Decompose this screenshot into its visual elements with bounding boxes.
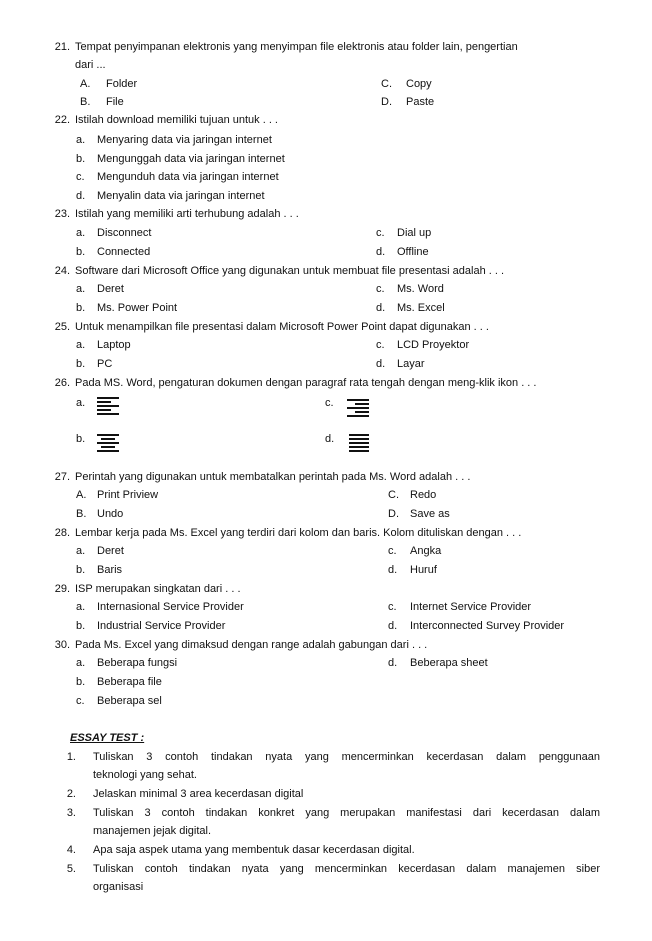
essay-number: 1. (66, 751, 76, 763)
option-text: Disconnect (97, 227, 152, 239)
question-text: Software dari Microsoft Office yang digunakan untuk membuat file presentasi adalah . . . (75, 265, 505, 277)
option-text: Dial up (397, 227, 432, 239)
option-letter: b. (76, 564, 86, 576)
essay-number: 4. (66, 844, 76, 856)
option-text: Folder (106, 78, 138, 90)
option-text: Offline (397, 246, 429, 258)
option-letter: b. (76, 246, 86, 258)
option-text: Angka (410, 545, 442, 557)
option-letter: d. (388, 564, 398, 576)
essay-question-continued: manajemen jejak digital. (93, 825, 212, 837)
question-number: 30. (54, 639, 70, 651)
question-number: 25. (54, 321, 70, 333)
option-text: Redo (410, 489, 437, 501)
question-text: ISP merupakan singkatan dari . . . (75, 583, 241, 595)
essay-question-continued: teknologi yang sehat. (93, 769, 197, 781)
question-text: Lembar kerja pada Ms. Excel yang terdiri dari kolom dan baris. Kolom dituliskan dengan . . . (75, 527, 522, 539)
option-text: Ms. Power Point (97, 302, 178, 314)
option-letter: c. (388, 601, 397, 613)
option-letter: b. (76, 620, 86, 632)
option-text: Beberapa file (97, 676, 162, 688)
option-text: Internasional Service Provider (97, 601, 244, 613)
essay-question: Jelaskan minimal 3 area kecerdasan digital (93, 788, 304, 800)
option-letter: A. (76, 489, 87, 501)
question-number: 24. (54, 265, 70, 277)
option-text: Mengunggah data via jaringan internet (97, 153, 285, 165)
option-text: LCD Proyektor (397, 339, 470, 351)
question-text: Pada MS. Word, pengaturan dokumen dengan paragraf rata tengah dengan meng-klik ikon . . . (75, 377, 537, 389)
option-letter: c. (325, 397, 334, 409)
essay-question: Tuliskan 3 contoh tindakan nyata yang mencerminkan kecerdasan dalam penggunaan (93, 751, 600, 763)
question-text: Pada Ms. Excel yang dimaksud dengan range adalah gabungan dari . . . (75, 639, 428, 651)
option-text: Menyalin data via jaringan internet (97, 190, 265, 202)
option-text: Huruf (410, 564, 437, 576)
option-text: File (106, 96, 124, 108)
align-right-icon (347, 399, 371, 417)
essay-question: Apa saja aspek utama yang membentuk dasar kecerdasan digital. (93, 844, 415, 856)
option-letter: B. (80, 96, 91, 108)
question-text: Perintah yang digunakan untuk membatalkan perintah pada Ms. Word adalah . . . (75, 471, 471, 483)
align-justify-icon (349, 434, 371, 452)
option-text: Paste (406, 96, 435, 108)
option-letter: d. (376, 302, 386, 314)
option-letter: C. (388, 489, 399, 501)
option-letter: a. (76, 283, 86, 295)
option-text: Beberapa fungsi (97, 657, 178, 669)
option-letter: b. (76, 153, 86, 165)
option-letter: b. (76, 358, 86, 370)
question-number: 29. (54, 583, 70, 595)
essay-question: Tuliskan contoh tindakan nyata yang mencerminkan kecerdasan dalam manajemen siber (93, 863, 600, 875)
option-text: Baris (97, 564, 123, 576)
option-letter: b. (76, 676, 86, 688)
option-text: Mengunduh data via jaringan internet (97, 171, 279, 183)
question-text: Istilah yang memiliki arti terhubung adalah . . . (75, 208, 299, 220)
option-letter: D. (381, 96, 392, 108)
option-text: Menyaring data via jaringan internet (97, 134, 272, 146)
option-letter: a. (76, 601, 86, 613)
option-text: Laptop (97, 339, 131, 351)
option-text: Deret (97, 283, 124, 295)
option-text: Industrial Service Provider (97, 620, 226, 632)
option-text: Save as (410, 508, 450, 520)
essay-number: 5. (66, 863, 76, 875)
option-letter: B. (76, 508, 87, 520)
option-text: Interconnected Survey Provider (410, 620, 565, 632)
question-text: Tempat penyimpanan elektronis yang menyimpan file elektronis atau folder lain, pengertian (75, 41, 518, 53)
option-letter: a. (76, 227, 86, 239)
option-text: Connected (97, 246, 151, 258)
option-text: Ms. Word (397, 283, 444, 295)
option-letter: c. (376, 339, 385, 351)
option-letter: a. (76, 657, 86, 669)
option-text: Print Priview (97, 489, 159, 501)
question-number: 21. (54, 41, 70, 53)
question-number: 27. (54, 471, 70, 483)
option-letter: d. (325, 433, 335, 445)
option-text: Layar (397, 358, 425, 370)
essay-title: ESSAY TEST : (70, 732, 145, 744)
question-number: 26. (54, 377, 70, 389)
option-letter: c. (388, 545, 397, 557)
option-text: Internet Service Provider (410, 601, 532, 613)
option-letter: b. (76, 302, 86, 314)
option-letter: a. (76, 134, 86, 146)
align-center-icon (97, 434, 121, 452)
option-text: PC (97, 358, 113, 370)
option-letter: c. (76, 171, 85, 183)
essay-number: 2. (66, 788, 76, 800)
question-text: Istilah download memiliki tujuan untuk . . . (75, 114, 278, 126)
option-letter: d. (376, 246, 386, 258)
option-letter: A. (80, 78, 91, 90)
option-letter: d. (388, 657, 398, 669)
option-letter: a. (76, 397, 86, 409)
option-letter: a. (76, 545, 86, 557)
question-number: 28. (54, 527, 70, 539)
option-text: Beberapa sheet (410, 657, 488, 669)
option-text: Undo (97, 508, 124, 520)
option-letter: b. (76, 433, 86, 445)
question-number: 23. (54, 208, 70, 220)
option-text: Beberapa sel (97, 695, 162, 707)
option-letter: C. (381, 78, 392, 90)
essay-number: 3. (66, 807, 76, 819)
option-letter: c. (376, 283, 385, 295)
option-letter: d. (388, 620, 398, 632)
option-text: Deret (97, 545, 124, 557)
option-letter: d. (376, 358, 386, 370)
question-text-continued: dari ... (75, 59, 106, 71)
option-letter: a. (76, 339, 86, 351)
essay-question: Tuliskan 3 contoh tindakan konkret yang merupakan manifestasi dari kecerdasan dalam (93, 807, 600, 819)
option-text: Ms. Excel (397, 302, 445, 314)
option-letter: c. (376, 227, 385, 239)
option-text: Copy (406, 78, 432, 90)
option-letter: D. (388, 508, 399, 520)
question-text: Untuk menampilkan file presentasi dalam Microsoft Power Point dapat digunakan . . . (75, 321, 489, 333)
essay-question-continued: organisasi (93, 881, 144, 893)
option-letter: c. (76, 695, 85, 707)
question-number: 22. (54, 114, 70, 126)
option-letter: d. (76, 190, 86, 202)
align-left-icon (97, 397, 121, 415)
